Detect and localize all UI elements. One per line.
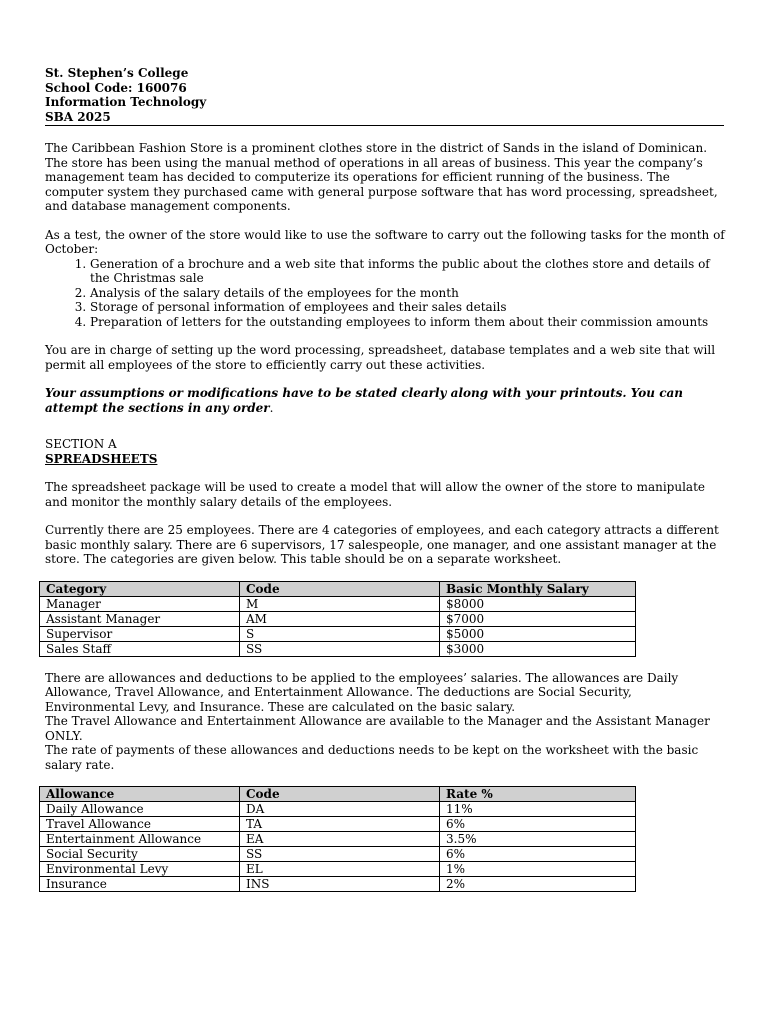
table-cell: 6%	[440, 847, 636, 862]
assumptions-note-period: .	[269, 400, 274, 415]
table-cell: S	[240, 626, 440, 641]
column-header: Allowance	[40, 787, 240, 802]
rates-note: The rate of payments of these allowances and deductions needs to be kept on the worksheet with the basic salary rate.	[45, 743, 699, 772]
school-code: School Code: 160076	[45, 80, 187, 95]
table-row	[40, 596, 636, 611]
document-page	[45, 66, 725, 892]
table-header-row	[40, 787, 636, 802]
table-cell: Sales Staff	[40, 641, 240, 656]
table-row	[40, 847, 636, 862]
table-row	[40, 641, 636, 656]
intro-paragraph: The Caribbean Fashion Store is a prominent clothes store in the district of Sands in the island of Dominican. The store has been using the manual method of operations in all areas of business. This year the company’s management team has decided to computerize its operations for efficient running of the business. The computer system they purchased came with general purpose software that has word processing, spreadsheet, and database management components.	[45, 141, 718, 213]
table-cell: 2%	[440, 877, 636, 892]
table-cell: Insurance	[40, 877, 240, 892]
column-header: Rate %	[440, 787, 636, 802]
table-cell: $8000	[440, 596, 636, 611]
table-cell: AM	[240, 611, 440, 626]
table-row	[40, 862, 636, 877]
table-cell: EA	[240, 832, 440, 847]
table-cell: INS	[240, 877, 440, 892]
responsibility-paragraph: You are in charge of setting up the word processing, spreadsheet, database templates and a web site that will permit all employees of the store to efficiently carry out these activities.	[45, 343, 716, 372]
table-cell: Social Security	[40, 847, 240, 862]
spreadsheet-purpose: The spreadsheet package will be used to create a model that will allow the owner of the store to manipulate and monitor the monthly salary details of the employees.	[45, 480, 705, 509]
table-row	[40, 626, 636, 641]
table-cell: DA	[240, 802, 440, 817]
column-header: Category	[40, 581, 240, 596]
table-cell: SS	[240, 641, 440, 656]
list-item: 2. Analysis of the salary details of the employees for the month	[90, 286, 725, 301]
table-cell: 1%	[440, 862, 636, 877]
table-cell: $5000	[440, 626, 636, 641]
allowance-table	[39, 786, 636, 892]
section-title: SPREADSHEETS	[45, 451, 158, 466]
document-header	[45, 66, 725, 124]
allowances-paragraph: There are allowances and deductions to be applied to the employees’ salaries. The allowances are Daily Allowance, Travel Allowance, and Entertainment Allowance. The deductions are Social Security, Environmental Levy, and Insurance. These are calculated on the basic salary.	[45, 670, 679, 714]
assessment: SBA 2025	[45, 109, 111, 124]
column-header: Code	[240, 581, 440, 596]
table-cell: Travel Allowance	[40, 817, 240, 832]
table-cell: Supervisor	[40, 626, 240, 641]
subject: Information Technology	[45, 95, 207, 109]
table-cell: 3.5%	[440, 832, 636, 847]
table-row	[40, 817, 636, 832]
assumptions-note-text: Your assumptions or modifications have to be stated clearly along with your printouts. You can attempt the sections in any order	[45, 386, 684, 415]
task-list	[45, 257, 725, 330]
table-cell: 11%	[440, 802, 636, 817]
table-header-row	[40, 581, 636, 596]
table-cell: TA	[240, 817, 440, 832]
column-header: Code	[240, 787, 440, 802]
school-name: St. Stephen’s College	[45, 66, 189, 80]
category-table	[39, 581, 636, 657]
list-item: 4. Preparation of letters for the outstanding employees to inform them about their commission amounts	[90, 315, 725, 330]
table-row	[40, 611, 636, 626]
table-cell: Manager	[40, 596, 240, 611]
table-row	[40, 832, 636, 847]
assumptions-note	[45, 386, 725, 415]
table-cell: M	[240, 596, 440, 611]
list-item: 3. Storage of personal information of employees and their sales details	[90, 300, 725, 315]
travel-entertainment-note: The Travel Allowance and Entertainment Allowance are available to the Manager and the Assistant Manager ONLY.	[45, 714, 710, 743]
employee-paragraph: Currently there are 25 employees. There are 4 categories of employees, and each category attracts a different basic monthly salary. There are 6 supervisors, 17 salespeople, one manager, and one assistant manager at the store. The categories are given below. This table should be on a separate worksheet.	[45, 523, 719, 566]
table-row	[40, 802, 636, 817]
table-cell: Daily Allowance	[40, 802, 240, 817]
table-cell: EL	[240, 862, 440, 877]
table-cell: 6%	[440, 817, 636, 832]
table-row	[40, 877, 636, 892]
table-cell: $3000	[440, 641, 636, 656]
task-intro: As a test, the owner of the store would like to use the software to carry out the following tasks for the month of October:	[45, 227, 725, 256]
table-cell: Assistant Manager	[40, 611, 240, 626]
section-label: SECTION A	[45, 437, 117, 451]
list-item: 1. Generation of a brochure and a web site that informs the public about the clothes store and details of the Christmas sale	[90, 257, 725, 286]
table-cell: SS	[240, 847, 440, 862]
table-cell: Environmental Levy	[40, 862, 240, 877]
column-header: Basic Monthly Salary	[440, 581, 636, 596]
table-cell: Entertainment Allowance	[40, 832, 240, 847]
table-cell: $7000	[440, 611, 636, 626]
